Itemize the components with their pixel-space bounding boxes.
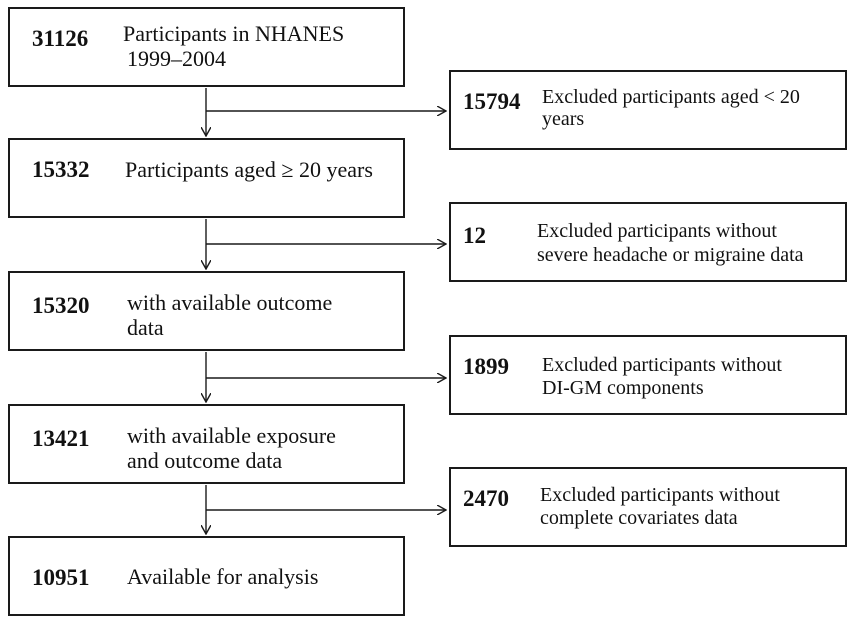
exclusion-box-count: 1899 — [463, 354, 509, 379]
main-box-count: 15320 — [32, 293, 90, 318]
main-box-text-line2: data — [127, 315, 164, 340]
main-box-text-line2: and outcome data — [127, 448, 283, 473]
exclusion-box-count: 12 — [463, 223, 486, 248]
exclusion-box-count: 15794 — [463, 89, 521, 114]
exclusion-box-text-line2: DI-GM components — [542, 377, 704, 399]
main-box-count: 10951 — [32, 565, 90, 590]
exclusion-box-text-line1: Excluded participants without — [537, 220, 777, 242]
main-box-count: 15332 — [32, 157, 90, 182]
main-box-text-line1: Available for analysis — [127, 564, 319, 589]
exclusion-box-text-line2: complete covariates data — [540, 507, 738, 529]
exclusion-box-text-line1: Excluded participants without — [540, 484, 780, 506]
main-box-text-line1: with available outcome — [127, 290, 333, 315]
exclusion-box-count: 2470 — [463, 486, 509, 511]
exclusion-box-text-line1: Excluded participants without — [542, 354, 782, 376]
exclusion-box-text-line2: years — [542, 108, 585, 130]
main-box-count: 13421 — [32, 426, 90, 451]
main-box-text-line2: 1999–2004 — [127, 46, 226, 71]
main-box-count: 31126 — [32, 26, 89, 51]
main-box-text-line1: Participants aged ≥ 20 years — [125, 157, 373, 182]
exclusion-box-text-line2: severe headache or migraine data — [537, 244, 804, 266]
exclusion-box-text-line1: Excluded participants aged < 20 — [542, 86, 800, 108]
main-box-text-line1: with available exposure — [127, 423, 336, 448]
main-box-text-line1: Participants in NHANES — [123, 21, 345, 46]
